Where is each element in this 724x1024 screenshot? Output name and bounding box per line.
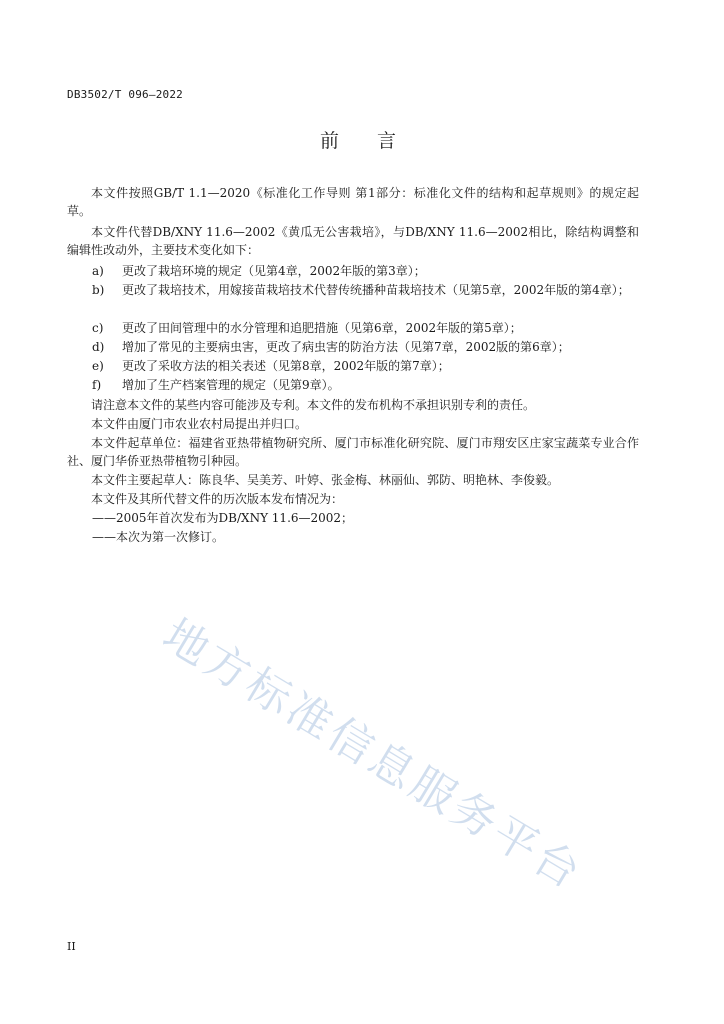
change-label: d): [92, 340, 105, 354]
change-item: [92, 376, 639, 394]
watermark-text: 地方标准信息服务平台: [154, 609, 592, 901]
change-item: [92, 357, 639, 375]
change-item: [92, 338, 639, 356]
change-item: [92, 281, 639, 299]
section-title: 前言: [319, 130, 434, 152]
paragraph-patent-notice: 请注意本文件的某些内容可能涉及专利。本文件的发布机构不承担识别专利的责任。: [91, 398, 536, 412]
change-label: b): [92, 283, 105, 297]
paragraph-drafting-rules: 本文件按照GB/T 1.1—2020《标准化工作导则 第1部分：标准化文件的结构和起草规则》的规定起草。: [67, 186, 639, 218]
change-label: f): [92, 378, 102, 392]
change-text: 更改了采收方法的相关表述（见第8章，2002年版的第7章）；: [122, 359, 450, 373]
change-label: e): [92, 359, 104, 373]
change-text: 更改了田间管理中的水分管理和追肥措施（见第6章，2002年版的第5章）；: [122, 321, 522, 335]
change-label: a): [92, 264, 104, 278]
change-item: [92, 262, 639, 280]
page-number: II: [67, 940, 76, 953]
change-text: 增加了常见的主要病虫害，更改了病虫害的防治方法（见第7章，2002版的第6章）；: [122, 340, 570, 354]
history-entry: ——2005年首次发布为DB/XNY 11.6—2002；: [92, 511, 354, 525]
paragraph-proposer: 本文件由厦门市农业农村局提出并归口。: [91, 417, 308, 431]
change-text: 增加了生产档案管理的规定（见第9章）。: [122, 378, 340, 392]
change-text: 更改了栽培环境的规定（见第4章，2002年版的第3章）；: [122, 264, 426, 278]
change-label: c): [92, 321, 104, 335]
change-item: [92, 319, 639, 337]
history-entry: ——本次为第一次修订。: [92, 530, 225, 544]
change-text: 更改了栽培技术，用嫁接苗栽培技术代替传统播种苗栽培技术（见第5章，2002年版的第4章）；: [122, 283, 630, 297]
paragraph-replacement: 本文件代替DB/XNY 11.6—2002《黄瓜无公害栽培》，与DB/XNY 11.6—2002相比，除结构调整和编辑性改动外，主要技术变化如下：: [67, 225, 639, 257]
paragraph-history-intro: 本文件及其所代替文件的历次版本发布情况为：: [91, 492, 344, 506]
paragraph-drafters: 本文件主要起草人：陈良华、吴美芳、叶婷、张金梅、林丽仙、郭防、明艳林、李俊毅。: [91, 473, 560, 487]
document-code: DB3502/T 096—2022: [67, 88, 183, 101]
paragraph-drafting-units: 本文件起草单位：福建省亚热带植物研究所、厦门市标准化研究院、厦门市翔安区庄家宝蔬菜专业合作社、厦门华侨亚热带植物引种园。: [67, 436, 639, 468]
